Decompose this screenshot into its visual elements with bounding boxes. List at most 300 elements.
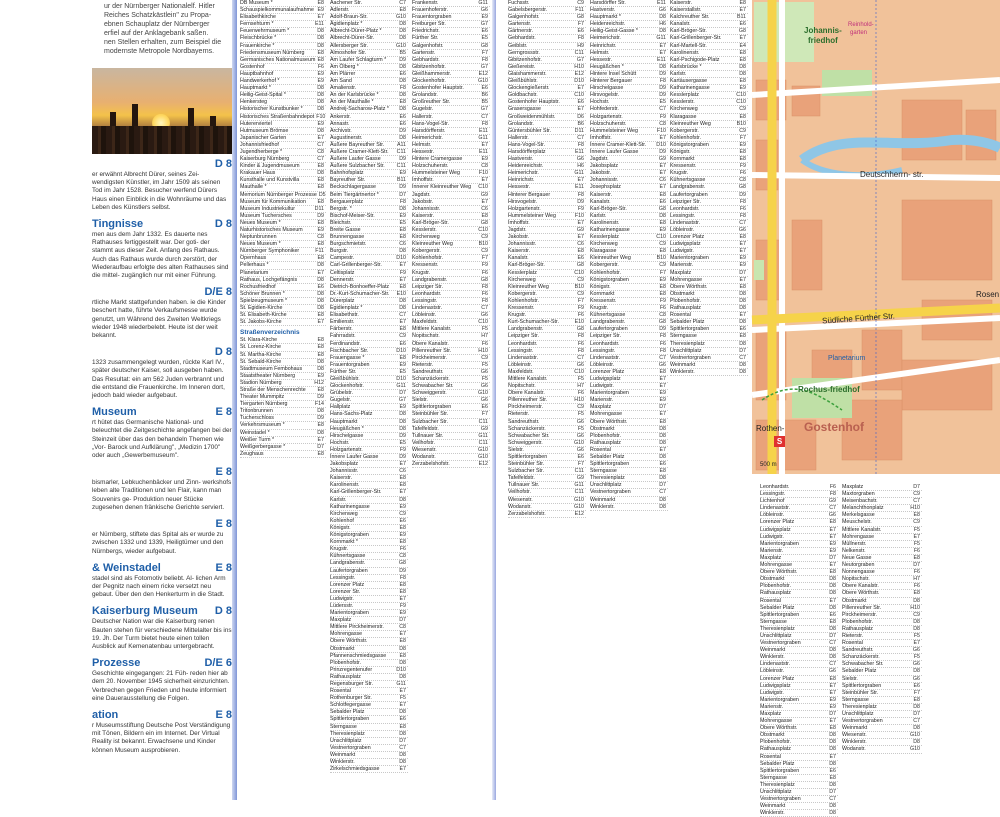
- map-drawing: [752, 0, 1000, 474]
- index-entry: [842, 647, 922, 654]
- index-entry: [590, 170, 668, 177]
- index-entry: [670, 57, 748, 64]
- index-entry: [670, 184, 748, 191]
- index-entry: [412, 227, 490, 234]
- index-entry-name: Hintere Insel Schütt: [590, 70, 637, 77]
- index-entry-name: Geiblstr.: [508, 42, 528, 49]
- index-entry: [590, 383, 668, 390]
- index-entry-name: Kornmarkt: [590, 290, 615, 297]
- index-entry: [330, 255, 408, 262]
- index-entry-grid: D8: [659, 475, 666, 482]
- index-entry: [330, 291, 408, 298]
- guide-section-heading: [92, 466, 232, 479]
- index-entry: [590, 284, 668, 291]
- index-entry-grid: G8: [480, 276, 488, 283]
- index-entry-name: Imhoffstr.: [412, 177, 434, 184]
- index-entry-grid: D8: [317, 297, 324, 304]
- index-entry: [590, 312, 668, 319]
- index-column-1: [240, 0, 326, 800]
- index-entry-name: Ludwigsplatz: [670, 241, 701, 248]
- index-entry-name: Sulzbacher Str.: [412, 418, 448, 425]
- index-entry-name: Hutmuseum Brömse: [240, 127, 289, 134]
- index-entry-name: Kressenstr.: [590, 297, 617, 304]
- index-entry-name: Imhoffstr.: [508, 219, 530, 226]
- index-entry-name: Marientorgraben: [330, 610, 369, 617]
- index-entry: [670, 28, 748, 35]
- index-entry-grid: E7: [913, 640, 920, 647]
- index-entry-grid: D8: [739, 63, 746, 70]
- guide-section-text: 1323 zusammengelegt wurden, rückte Karl IV., später deutscher Kaiser, soll ausgeben haben. Das Resultat: ein am 562 Juden verbrannt und die entstand die Frauenkirche. Im Inneren dort, jedoch bald wieder aufgebaut.: [92, 359, 225, 400]
- index-entry: [330, 270, 408, 277]
- index-entry-name: Gartenstr.: [508, 21, 532, 28]
- index-entry-name: Fürther Str.: [412, 35, 439, 42]
- index-entry: [842, 548, 922, 555]
- index-entry-name: Theresienplatz: [760, 625, 795, 632]
- index-entry-grid: C6: [399, 241, 406, 248]
- index-entry-name: Gugelstr.: [330, 397, 352, 404]
- index-entry: [508, 64, 586, 71]
- index-entry: [330, 759, 408, 766]
- index-entry-name: Holzschuherstr.: [590, 120, 627, 127]
- index-entry-grid: F8: [399, 574, 406, 581]
- index-entry: [508, 14, 586, 21]
- index-entry: [330, 355, 408, 362]
- index-entry-name: Obstmarkt: [670, 290, 695, 297]
- index-entry-grid: D7: [913, 484, 920, 490]
- index-entry: [330, 227, 408, 234]
- index-entry-name: Neues Museum *: [240, 219, 281, 226]
- index-entry: [842, 590, 922, 597]
- index-entry: [240, 387, 326, 394]
- index-entry-grid: C10: [736, 99, 746, 106]
- index-entry-name: Plobenhofstr.: [842, 618, 873, 625]
- index-entry-name: Marientorgraben: [760, 540, 799, 547]
- index-entry-name: Plobenhofstr.: [670, 297, 701, 304]
- index-entry: [330, 447, 408, 454]
- index-entry-name: Unschlittplatz: [760, 632, 792, 639]
- index-entry-grid: C8: [659, 120, 666, 127]
- index-entry-grid: D8: [913, 703, 920, 710]
- index-entry-grid: D8: [399, 730, 406, 737]
- index-entry-grid: F9: [399, 446, 406, 453]
- index-entry: [412, 213, 490, 220]
- index-entry-name: Schwabacher Str.: [412, 383, 454, 390]
- index-entry-name: Elisabethkirche: [240, 14, 276, 21]
- index-entry-grid: E8: [399, 482, 406, 489]
- index-entry-grid: E8: [399, 227, 406, 233]
- index-entry: [330, 532, 408, 539]
- index-entry-name: St. Elisabeth-Kirche: [240, 312, 287, 319]
- index-entry-name: Kohlenhofstr.: [412, 255, 443, 262]
- index-entry-grid: E8: [659, 368, 666, 375]
- index-entry-name: Lüdersstr.: [330, 602, 354, 609]
- index-entry: [590, 468, 668, 475]
- index-entry-name: Heidenreichstr.: [590, 21, 626, 28]
- index-entry-name: Kühnertsgasse: [590, 312, 626, 319]
- index-entry-grid: D8: [399, 106, 406, 113]
- index-entry-grid: C8: [399, 624, 406, 631]
- index-entry: [330, 369, 408, 376]
- guide-section-text: bismarler, Lebkuchenbäcker und Zinn- werkshofs leben alte Traditionen und len Flair, kann man Souvenirs ge- Produktion neuer Stücke zugesehen denen fränkische Gerichte serviert.: [92, 479, 232, 511]
- index-entry-grid: F7: [913, 689, 920, 696]
- index-entry: [508, 135, 586, 142]
- index-entry-grid: F7: [577, 461, 584, 468]
- index-entry: [508, 369, 586, 376]
- index-entry: [240, 78, 326, 85]
- index-entry-grid: B10: [574, 283, 584, 290]
- index-entry: [670, 298, 748, 305]
- index-entry-grid: E8: [913, 554, 920, 561]
- index-entry-grid: C11: [396, 148, 406, 155]
- index-entry: [330, 319, 408, 326]
- index-entry-name: Johannisstr.: [508, 241, 537, 248]
- index-entry-name: Dietrich-Bonhoeffer-Platz: [330, 283, 390, 290]
- index-entry: [670, 71, 748, 78]
- index-entry-grid: D8: [913, 739, 920, 746]
- index-entry-name: Jagdstr.: [590, 156, 609, 163]
- index-entry-name: Theresienplatz: [330, 730, 365, 737]
- index-entry-name: Ludwigstr.: [590, 383, 614, 390]
- index-entry-grid: E4: [739, 42, 746, 49]
- index-entry-name: Goldbachstr.: [508, 92, 538, 99]
- index-entry: [412, 348, 490, 355]
- index-entry-name: Obere Wörthstr.: [842, 590, 880, 597]
- index-entry-grid: F8: [739, 212, 746, 219]
- index-entry: [412, 78, 490, 85]
- index-entry: [508, 433, 586, 440]
- index-entry: [330, 128, 408, 135]
- index-entry-name: Marientorgraben: [760, 696, 799, 703]
- index-entry-name: Heugäßchen *: [330, 425, 364, 432]
- index-entry-grid: D8: [829, 803, 836, 810]
- index-entry-name: Hallerstr.: [508, 134, 529, 141]
- index-entry: [760, 569, 838, 576]
- index-entry-grid: D8: [659, 212, 666, 219]
- index-entry: [330, 667, 408, 674]
- index-entry: [590, 248, 668, 255]
- index-entry-name: Karlstr.: [670, 70, 687, 77]
- index-entry-grid: E8: [659, 219, 666, 226]
- index-entry-name: Hutererviertel: [240, 120, 272, 127]
- index-entry-name: Rosental: [330, 688, 351, 695]
- index-entry: [330, 121, 408, 128]
- index-entry-grid: E8: [317, 386, 324, 393]
- index-entry-grid: D8: [829, 732, 836, 739]
- index-entry-name: Sandreuthstr.: [508, 418, 540, 425]
- index-entry-name: Kesslerplatz: [590, 234, 619, 241]
- index-entry-grid: E11: [314, 21, 324, 28]
- index-entry-name: Kesslerplatz: [508, 269, 537, 276]
- index-entry-grid: D8: [829, 781, 836, 788]
- index-entry: [670, 21, 748, 28]
- index-entry-name: Ludwigsplatz: [760, 526, 791, 533]
- index-entry-grid: E9: [829, 703, 836, 710]
- index-entry: [412, 362, 490, 369]
- index-entry: [330, 43, 408, 50]
- index-entry: [412, 85, 490, 92]
- index-entry: [330, 114, 408, 121]
- index-entry: [760, 640, 838, 647]
- index-entry-name: Kleinreuther Weg: [590, 255, 631, 262]
- index-entry-name: Sandreuthstr.: [842, 647, 874, 654]
- index-entry-name: Hauptmarkt *: [240, 85, 271, 92]
- index-entry-name: Kobergerstr.: [412, 248, 441, 255]
- index-entry: [508, 404, 586, 411]
- index-entry-grid: C9: [913, 519, 920, 526]
- index-entry: [842, 583, 922, 590]
- index-entry: [842, 576, 922, 583]
- index-entry-name: Lorenzer Platz: [330, 581, 365, 588]
- index-entry-grid: D8: [829, 604, 836, 611]
- index-entry-name: Großweidenmühlstr.: [508, 113, 556, 120]
- index-entry-name: Heidenreichstr.: [508, 163, 544, 170]
- index-entry-grid: E9: [739, 255, 746, 262]
- index-entry-grid: C9: [577, 276, 584, 283]
- index-entry: [330, 426, 408, 433]
- index-entry-grid: H10: [910, 604, 920, 611]
- map-label-planetarium: Planetarium: [828, 355, 866, 362]
- index-entry: [590, 454, 668, 461]
- index-entry: [412, 333, 490, 340]
- index-entry-grid: D7: [399, 617, 406, 624]
- index-entry-grid: D9: [399, 454, 406, 460]
- index-entry-grid: E7: [317, 134, 324, 141]
- index-entry-name: Pillenreuther Str.: [412, 347, 452, 354]
- index-entry: [590, 376, 668, 383]
- index-entry-grid: D9: [399, 184, 406, 191]
- index-entry-grid: C7: [577, 354, 584, 361]
- index-entry-grid: C10: [478, 184, 488, 191]
- guide-section-text: r Museumsstiftung Deutsche Post Verständigung mit Tönen, Bildern ein im Internet. Der Virtual Reality ist bekannt. Erwachsene und Kinder können Museum ausprobieren.: [92, 721, 231, 754]
- index-entry: [240, 149, 326, 156]
- index-entry: [330, 234, 408, 241]
- index-entry: [760, 739, 838, 746]
- index-entry: [412, 135, 490, 142]
- index-entry-grid: E9: [317, 120, 324, 127]
- index-entry: [508, 142, 586, 149]
- index-entry-name: Grasersgasse: [508, 106, 541, 113]
- index-entry-name: Handwerkerhof *: [240, 78, 280, 85]
- index-entry: [670, 348, 748, 355]
- index-entry-grid: H7: [481, 333, 488, 340]
- index-entry-name: Holzschuherstr.: [412, 163, 449, 170]
- index-entry: [412, 312, 490, 319]
- index-entry-name: Hallplatz: [330, 404, 351, 411]
- index-entry-name: St. Klara-Kirche: [240, 337, 278, 344]
- index-entry-name: Holzgartenstr.: [330, 446, 363, 453]
- index-entry: [412, 114, 490, 121]
- index-entry-name: Löbleinstr.: [760, 512, 785, 519]
- index-entry: [330, 85, 408, 92]
- index-entry: [670, 262, 748, 269]
- index-entry-name: Holzgartenstr.: [590, 113, 623, 120]
- index-entry: [412, 426, 490, 433]
- index-entry-name: Johannisfriedhof: [240, 141, 279, 148]
- index-entry-grid: G8: [738, 184, 746, 191]
- index-entry-name: Naturhistorisches Museum: [240, 227, 303, 233]
- index-entry: [670, 163, 748, 170]
- index-entry: [590, 135, 668, 142]
- index-entry-name: Äußere Cramer-Klett-Str.: [330, 148, 389, 155]
- index-entry: [330, 284, 408, 291]
- index-entry-name: Kesslerplatz: [670, 92, 699, 99]
- index-entry-grid: D8: [739, 290, 746, 297]
- guide-section-grid-code: E 8: [215, 561, 232, 574]
- index-entry-name: Schanzäckerstr.: [508, 425, 546, 432]
- index-entry-name: Spielzeugmuseum *: [240, 297, 288, 304]
- index-entry: [760, 761, 838, 768]
- index-entry-grid: E7: [659, 163, 666, 170]
- index-entry-name: Neues Museum *: [240, 241, 281, 248]
- index-entry: [330, 709, 408, 716]
- guide-section-heading: [92, 286, 232, 299]
- index-entry-name: Galgenhofstr.: [508, 14, 540, 21]
- index-entry-name: Marienstr.: [760, 547, 784, 554]
- index-entry-grid: C7: [481, 305, 488, 312]
- index-entry-name: Tucherschloss: [240, 415, 274, 422]
- index-entry-grid: D10: [574, 78, 584, 85]
- index-entry: [412, 184, 490, 191]
- index-entry: [590, 149, 668, 156]
- index-entry-grid: F10: [574, 212, 584, 219]
- index-entry-grid: E8: [659, 418, 666, 425]
- index-entry: [240, 415, 326, 422]
- index-entry-grid: G8: [398, 560, 406, 567]
- index-entry: [330, 390, 408, 397]
- index-entry: [670, 142, 748, 149]
- index-entry-name: Plobenhofstr.: [760, 583, 791, 590]
- index-entry-name: Andreij-Sacharow-Platz *: [330, 106, 389, 113]
- index-entry-grid: E7: [399, 766, 406, 773]
- index-entry: [670, 114, 748, 121]
- index-entry-name: Krakauer Haus: [240, 170, 276, 177]
- index-entry-name: Pirckheimerstr.: [412, 354, 448, 361]
- index-entry: [330, 724, 408, 731]
- index-entry-name: Steinbühler Str.: [412, 411, 449, 418]
- index-entry: [760, 512, 838, 519]
- index-entry-grid: E6: [317, 283, 324, 290]
- index-entry-name: Elisabethstr.: [330, 312, 359, 319]
- index-entry: [330, 28, 408, 35]
- guide-intro-line: ebnen Schauplatz der Nürnberger: [104, 21, 210, 28]
- index-entry-name: Opernhaus: [240, 255, 267, 262]
- index-entry-name: Spittlertorgraben: [590, 461, 630, 468]
- index-entry-grid: F6: [659, 340, 666, 347]
- index-entry-name: Memorium Nürnberger Prozesse: [240, 191, 317, 198]
- index-entry-grid: G7: [398, 397, 406, 404]
- index-entry: [670, 35, 748, 42]
- index-entry-grid: D7: [739, 347, 746, 354]
- index-entry-grid: E10: [574, 319, 584, 326]
- index-entry-grid: D8: [913, 597, 920, 604]
- index-entry: [508, 482, 586, 489]
- index-entry-name: Weinstadel *: [240, 429, 270, 436]
- index-entry-name: Johannisstr.: [412, 205, 441, 212]
- index-column-5: [590, 0, 668, 800]
- index-entry-grid: G10: [477, 78, 488, 85]
- index-entry-name: Krugstr.: [590, 305, 609, 312]
- index-entry-grid: F9: [739, 163, 746, 170]
- index-entry-grid: G10: [909, 732, 920, 739]
- index-entry-grid: F6: [399, 546, 406, 553]
- index-entry: [670, 326, 748, 333]
- index-entry-grid: C11: [478, 439, 488, 446]
- index-entry-grid: C6: [481, 205, 488, 212]
- index-entry-name: Hummelsteiner Weg: [508, 212, 556, 219]
- index-entry-grid: E8: [829, 774, 836, 781]
- index-entry-grid: F7: [481, 255, 488, 262]
- index-entry-name: Wodanstr.: [842, 746, 866, 753]
- index-entry: [240, 177, 326, 184]
- index-entry-name: Laufertorgraben: [590, 326, 628, 333]
- index-entry-grid: D8: [399, 35, 406, 42]
- index-entry-grid: E9: [659, 276, 666, 283]
- index-entry-grid: C9: [481, 248, 488, 255]
- index-entry-grid: G9: [576, 227, 584, 233]
- index-entry: [508, 319, 586, 326]
- index-entry: [240, 255, 326, 262]
- index-entry-name: Melanchthonplatz: [842, 505, 884, 512]
- index-entry-name: Sebalder Platz: [760, 604, 795, 611]
- index-entry: [240, 106, 326, 113]
- index-entry-grid: F10: [656, 127, 666, 134]
- index-entry-grid: C9: [739, 127, 746, 134]
- index-entry-grid: E6: [399, 120, 406, 127]
- index-entry: [508, 504, 586, 511]
- index-entry-name: Marientorgraben: [670, 255, 709, 262]
- index-entry-grid: H7: [577, 383, 584, 390]
- index-entry-grid: D8: [399, 659, 406, 666]
- index-entry: [330, 631, 408, 638]
- index-entry-name: Kirchenweg: [412, 234, 440, 241]
- index-entry: [412, 277, 490, 284]
- index-entry: [330, 497, 408, 504]
- index-entry-name: Hummelsteiner Weg: [590, 127, 638, 134]
- index-entry: [240, 114, 326, 121]
- index-entry: [412, 284, 490, 291]
- index-entry-name: Laufertorgraben: [330, 567, 368, 574]
- index-entry-name: Galgenhofstr.: [412, 42, 444, 49]
- index-entry-grid: D7: [913, 711, 920, 717]
- index-entry-name: Sterngasse: [670, 333, 697, 340]
- index-entry-grid: D10: [396, 255, 406, 262]
- index-entry-name: Maxfeldstr.: [412, 319, 438, 326]
- index-entry: [670, 156, 748, 163]
- index-entry-grid: G11: [574, 482, 584, 489]
- index-entry-name: Lessingstr.: [670, 212, 696, 219]
- index-entry: [412, 170, 490, 177]
- index-entry: [330, 646, 408, 653]
- index-entry-grid: D8: [317, 85, 324, 92]
- index-entry-grid: E7: [399, 461, 406, 468]
- index-entry-name: DB Museum *: [240, 0, 273, 6]
- index-entry-grid: E6: [481, 404, 488, 411]
- index-entry-grid: D8: [317, 35, 324, 42]
- index-entry-name: Holzgartenstr.: [508, 205, 541, 212]
- index-entry-grid: D8: [739, 70, 746, 77]
- index-entry: [330, 71, 408, 78]
- index-entry-name: Winklerstr.: [760, 810, 785, 817]
- index-entry-grid: D8: [317, 429, 324, 436]
- index-entry-grid: E7: [481, 177, 488, 184]
- index-entry-name: Frauenhoferstr.: [412, 7, 448, 14]
- index-entry: [508, 156, 586, 163]
- index-entry-grid: F5: [399, 695, 406, 702]
- index-entry-grid: G6: [576, 418, 584, 425]
- index-entry: [330, 461, 408, 468]
- index-entry: [240, 142, 326, 149]
- index-entry-name: Obere Kanalstr.: [842, 583, 879, 590]
